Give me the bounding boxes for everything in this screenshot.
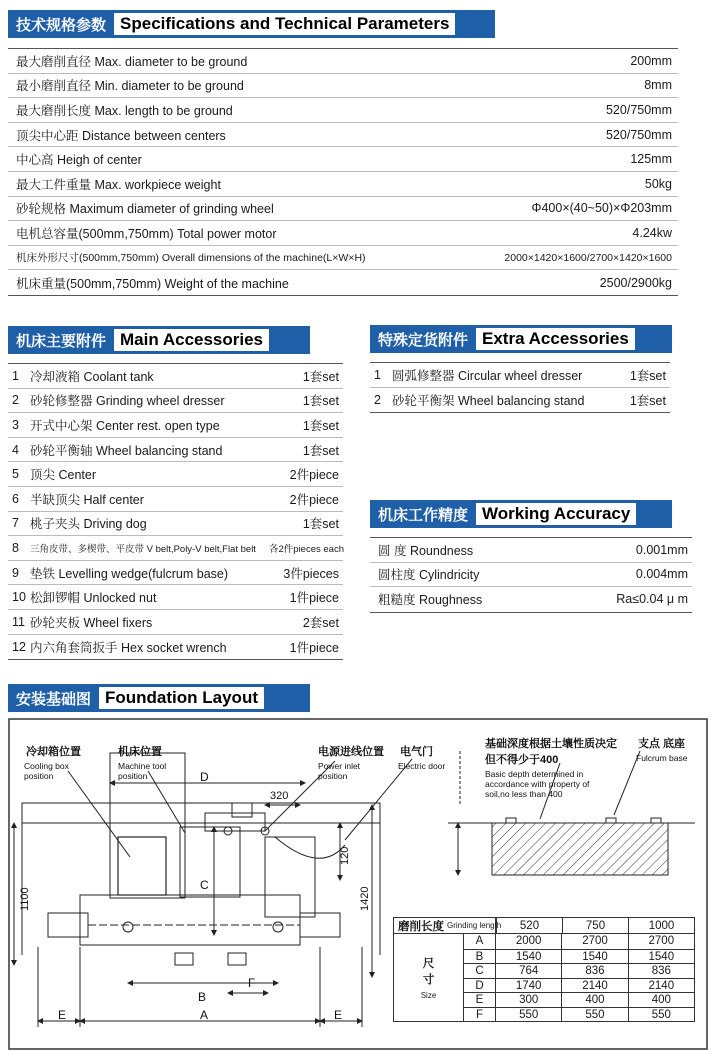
item-qty: 2件piece <box>289 468 339 483</box>
size-cn2: 寸 <box>422 972 435 986</box>
item-qty: 1套set <box>302 443 339 458</box>
depth-label-cn2: 但不得少于400 <box>485 754 559 766</box>
dim-cell: 300 <box>519 994 539 1006</box>
dim-cell: 2000 <box>515 935 542 947</box>
accuracy-label: 圆 度 Roundness <box>378 543 474 558</box>
item-qty: 1套set <box>302 394 339 409</box>
item-qty: 1套set <box>302 517 339 532</box>
item-label: 砂轮修整器 Grinding wheel dresser <box>30 394 225 409</box>
item-label: 开式中心架 Center rest. open type <box>30 418 220 433</box>
dimension-table <box>393 917 695 1022</box>
machine-label-cn: 机床位置 <box>118 746 162 758</box>
extra-acc-header <box>370 325 672 353</box>
grind-length-en: Grinding length <box>447 921 502 930</box>
power-label-cn: 电源进线位置 <box>318 746 384 758</box>
coolant-label-en1: Cooling box <box>24 761 69 771</box>
dim-col-head: 1000 <box>628 918 694 933</box>
item-qty: 1套set <box>302 369 339 384</box>
coolant-label-cn: 冷却箱位置 <box>26 746 81 758</box>
main-acc-header <box>8 326 310 354</box>
dimension-body <box>464 934 694 1021</box>
item-num: 1 <box>12 368 19 383</box>
item-num: 1 <box>374 367 381 382</box>
list-item <box>8 635 343 660</box>
accuracy-title-cn: 机床工作精度 <box>378 505 469 524</box>
accuracy-title-en: Working Accuracy <box>476 503 636 525</box>
item-num: 11 <box>12 614 25 629</box>
dim-cell: 550 <box>561 1008 627 1022</box>
main-acc-table <box>8 363 343 660</box>
accuracy-value: 0.004mm <box>635 567 688 582</box>
accuracy-header <box>370 500 672 528</box>
item-label: 砂轮平衡轴 Wheel balancing stand <box>30 443 223 458</box>
spec-label: 最大磨削直径 Max. diameter to be ground <box>16 54 248 69</box>
spec-row <box>8 123 678 148</box>
dim-col-head: 520 <box>496 918 562 933</box>
dim-row <box>464 949 694 964</box>
door-label-cn: 电气门 <box>400 746 433 758</box>
dim-E-left: E <box>58 1008 67 1022</box>
item-label: 顶尖 Center <box>30 468 96 483</box>
coolant-label-en2: position <box>24 771 54 781</box>
list-item <box>8 610 343 635</box>
dim-cell: 2700 <box>561 934 627 949</box>
spec-row <box>8 98 678 123</box>
item-label: 内六角套筒扳手 Hex socket wrench <box>30 640 227 655</box>
power-label-en2: position <box>318 771 348 781</box>
foundation-header <box>8 684 310 712</box>
machine-label-en2: position <box>118 771 148 781</box>
list-item <box>8 585 343 610</box>
item-num: 12 <box>12 639 26 654</box>
dim-cell: 550 <box>628 1008 694 1022</box>
dim-E-right: E <box>334 1008 343 1022</box>
dim-key: B <box>464 950 496 964</box>
dim-row <box>464 992 694 1007</box>
dim-key: C <box>464 964 496 978</box>
item-num: 6 <box>12 491 19 506</box>
dim-col-head: 750 <box>562 918 628 933</box>
item-label: 三角皮带、多楔带、平皮带 V belt,Poly-V belt,Flat belt <box>30 543 256 555</box>
item-qty: 1套set <box>302 418 339 433</box>
extra-acc-title-en: Extra Accessories <box>476 328 635 350</box>
size-cn1: 尺 <box>422 956 435 970</box>
fulcrum-label-cn: 支点 底座 <box>638 738 686 750</box>
spec-label: 最大工件重量 Max. workpiece weight <box>16 177 221 192</box>
dim-320: 320 <box>270 790 289 802</box>
accuracy-value: 0.001mm <box>635 542 688 557</box>
dim-cell: 2140 <box>561 979 627 993</box>
machine-label-en1: Machine tool <box>118 761 167 771</box>
spec-value: 2000×1420×1600/2700×1420×1600 <box>504 251 672 264</box>
item-num: 9 <box>12 565 19 580</box>
dimension-head-cols <box>496 918 694 933</box>
accuracy-value: Ra≤0.04 μ m <box>616 592 688 607</box>
item-label: 半缺顶尖 Half center <box>30 492 144 507</box>
item-qty: 1套set <box>629 393 666 408</box>
fulcrum-label-en: Fulcrum base <box>636 753 688 763</box>
dim-key: A <box>464 934 496 949</box>
dim-D: D <box>200 770 209 784</box>
size-en: Size <box>420 991 437 1000</box>
dim-key: D <box>464 979 496 993</box>
item-num: 2 <box>12 393 19 408</box>
list-item <box>8 389 343 414</box>
item-label: 冷却液箱 Coolant tank <box>30 369 154 384</box>
specs-title-en: Specifications and Technical Parameters <box>114 13 455 35</box>
spec-row <box>8 172 678 197</box>
list-item <box>8 487 343 512</box>
list-item <box>8 413 343 438</box>
accuracy-table <box>370 537 692 613</box>
specs-table <box>8 48 678 296</box>
accuracy-label: 圆柱度 Cylindricity <box>378 568 480 583</box>
dim-cell: 836 <box>628 964 694 978</box>
power-label-en1: Power inlet <box>318 761 361 771</box>
item-qty: 3件pieces <box>283 566 339 581</box>
spec-row <box>8 49 678 74</box>
item-label: 垫铁 Levelling wedge(fulcrum base) <box>30 566 229 581</box>
dim-cell: 1540 <box>628 950 694 964</box>
spec-row <box>8 221 678 246</box>
item-num: 2 <box>374 392 381 407</box>
specs-header <box>8 10 495 38</box>
item-qty: 1套set <box>629 368 666 383</box>
spec-label: 顶尖中心距 Distance between centers <box>16 128 226 143</box>
dim-1420: 1420 <box>359 886 371 911</box>
dim-cell: 764 <box>519 965 539 977</box>
dim-row <box>464 978 694 993</box>
dim-row <box>464 963 694 978</box>
dim-F: F <box>248 976 256 990</box>
dim-cell: 1740 <box>515 979 542 992</box>
item-qty: 各2件pieces each <box>269 543 344 555</box>
spec-label: 中心高 Heigh of center <box>16 153 142 168</box>
item-label: 桃子夹头 Driving dog <box>30 517 147 532</box>
item-qty: 2套set <box>302 615 339 630</box>
item-label: 松卸锣帽 Unlocked nut <box>30 591 157 606</box>
list-item <box>8 462 343 487</box>
door-label-en: Electric door <box>398 761 446 771</box>
spec-value: 2500/2900kg <box>599 275 672 290</box>
list-item <box>8 512 343 537</box>
extra-acc-table <box>370 362 670 413</box>
accuracy-row <box>370 538 692 563</box>
item-label: 圆弧修整器 Circular wheel dresser <box>392 368 583 383</box>
item-num: 7 <box>12 516 19 531</box>
dim-cell: 400 <box>628 993 694 1007</box>
dim-A: A <box>200 1008 209 1022</box>
dim-cell: 2700 <box>628 934 694 949</box>
spec-value: 4.24kw <box>632 225 672 240</box>
spec-row <box>8 246 678 271</box>
item-label: 砂轮平衡架 Wheel balancing stand <box>392 393 585 408</box>
spec-row <box>8 74 678 99</box>
item-qty: 2件piece <box>289 492 339 507</box>
spec-value: 200mm <box>630 53 672 68</box>
list-item <box>370 363 670 388</box>
depth-label-en3: soil,no less than 400 <box>485 789 563 799</box>
spec-row <box>8 197 678 222</box>
foundation-title-cn: 安装基础图 <box>16 689 92 708</box>
spec-label: 最大磨削长度 Max. length to be ground <box>16 103 233 118</box>
spec-row <box>8 270 678 295</box>
dim-1100: 1100 <box>19 887 31 911</box>
spec-value: Φ400×(40~50)×Φ203mm <box>531 201 672 216</box>
dim-row <box>464 934 694 949</box>
dim-key: E <box>464 993 496 1007</box>
spec-label: 砂轮规格 Maximum diameter of grinding wheel <box>16 202 274 217</box>
dim-cell: 550 <box>519 1008 539 1021</box>
spec-value: 50kg <box>644 176 672 191</box>
item-num: 4 <box>12 442 19 457</box>
dim-cell: 1540 <box>561 950 627 964</box>
item-num: 8 <box>12 540 19 555</box>
spec-label: 最小磨削直径 Min. diameter to be ground <box>16 79 244 94</box>
list-item <box>8 536 343 561</box>
accuracy-row <box>370 587 692 612</box>
item-num: 3 <box>12 417 19 432</box>
dim-cell: 2140 <box>628 979 694 993</box>
main-acc-title-en: Main Accessories <box>114 329 269 351</box>
main-acc-title-cn: 机床主要附件 <box>16 331 107 350</box>
spec-value: 125mm <box>630 152 672 167</box>
extra-acc-title-cn: 特殊定货附件 <box>378 330 469 349</box>
list-item <box>8 561 343 586</box>
list-item <box>8 438 343 463</box>
dim-B: B <box>198 990 207 1004</box>
dim-cell: 400 <box>561 993 627 1007</box>
item-qty: 1件piece <box>289 640 339 655</box>
grind-length-cn: 磨削长度 <box>398 918 444 933</box>
dim-key: F <box>464 1008 496 1022</box>
spec-label: 机床外形尺寸(500mm,750mm) Overall dimensions of the machine(L×W×H) <box>16 252 366 265</box>
depth-label-en1: Basic depth determined in <box>485 769 584 779</box>
spec-row <box>8 147 678 172</box>
dim-C: C <box>200 878 209 892</box>
dim-row <box>464 1007 694 1022</box>
dim-cell: 1540 <box>515 950 542 963</box>
list-item <box>8 364 343 389</box>
spec-label: 机床重量(500mm,750mm) Weight of the machine <box>16 276 289 291</box>
spec-value: 520/750mm <box>605 102 672 117</box>
specs-title-cn: 技术规格参数 <box>16 15 107 34</box>
spec-value: 8mm <box>644 78 672 93</box>
depth-label-cn: 基础深度根据土壤性质决定 <box>485 738 617 750</box>
accuracy-label: 粗糙度 Roughness <box>378 593 483 608</box>
depth-label-en2: accordance with property of <box>485 779 590 789</box>
spec-label: 电机总容量(500mm,750mm) Total power motor <box>16 226 277 241</box>
dim-cell: 836 <box>561 964 627 978</box>
spec-value: 520/750mm <box>605 127 672 142</box>
item-label: 砂轮夹板 Wheel fixers <box>30 615 153 630</box>
dim-120: 120 <box>339 846 351 865</box>
foundation-title-en: Foundation Layout <box>99 687 264 709</box>
item-num: 10 <box>12 590 26 605</box>
item-num: 5 <box>12 467 19 482</box>
item-qty: 1件piece <box>289 591 339 606</box>
accuracy-row <box>370 563 692 588</box>
list-item <box>370 388 670 413</box>
